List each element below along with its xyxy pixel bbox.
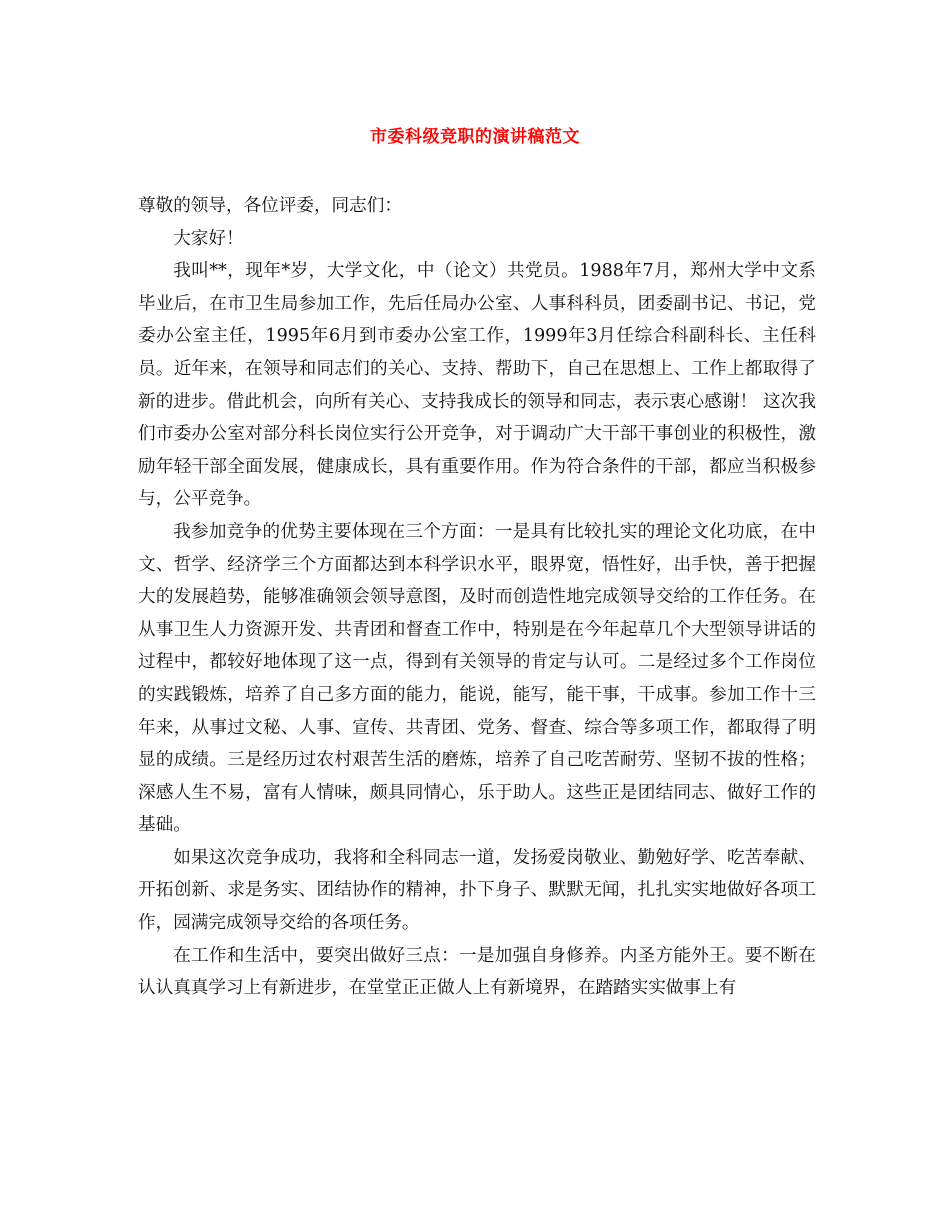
document-body [138, 190, 816, 1005]
document-title: 市委科级竞职的演讲稿范文 [370, 127, 580, 147]
paragraph-introduction: 我叫**，现年*岁，大学文化，中（论文）共党员。1988年7月，郑州大学中文系毕业后，在市卫生局参加工作，先后任局办公室、人事科科员，团委副书记、书记，党委办公室主任，1995年6月到市委办公室工作，1999年3月任综合科副科长、主任科员。近年来，在领导和同志们的关心、支持、帮助下，自己在思想上、工作上都取得了新的进步。借此机会，向所有关心、支持我成长的领导和同志，表示衷心感谢！ 这次我们市委办公室对部分科长岗位实行公开竞争，对于调动广大干部干事创业的积极性，激励年轻干部全面发展，健康成长，具有重要作用。作为符合条件的干部，都应当积极参与，公平竞争。 [138, 261, 816, 510]
salutation: 尊敬的领导，各位评委，同志们： [138, 196, 402, 216]
paragraph-advantages: 我参加竞争的优势主要体现在三个方面：一是具有比较扎实的理论文化功底，在中文、哲学、经济学三个方面都达到本科学识水平，眼界宽，悟性好，出手快，善于把握大的发展趋势，能够准确领会领导意图，及时而创造性地完成领导交给的工作任务。在从事卫生人力资源开发、共青团和督查工作中，特别是在今年起草几个大型领导讲话的过程中，都较好地体现了这一点，得到有关领导的肯定与认可。二是经过多个工作岗位的实践锻炼，培养了自己多方面的能力，能说，能写，能干事，干成事。参加工作十三年来，从事过文秘、人事、宣传、共青团、党务、督查、综合等多项工作，都取得了明显的成绩。三是经历过农村艰苦生活的磨炼，培养了自己吃苦耐劳、坚韧不拔的性格；深感人生不易，富有人情味，颇具同情心，乐于助人。这些正是团结同志、做好工作的基础。 [138, 521, 816, 836]
paragraph-priorities: 在工作和生活中，要突出做好三点：一是加强自身修养。内圣方能外王。要不断在认认真真学习上有新进步，在堂堂正正做人上有新境界，在踏踏实实做事上有 [138, 945, 816, 999]
paragraph-greeting: 大家好！ [173, 228, 244, 249]
paragraph-commitment: 如果这次竞争成功，我将和全科同志一道，发扬爱岗敬业、勤勉好学、吃苦奉献、开拓创新、求是务实、团结协作的精神，扑下身子、默默无闻，扎扎实实地做好各项工作，园满完成领导交给的各项任务。 [138, 847, 816, 934]
